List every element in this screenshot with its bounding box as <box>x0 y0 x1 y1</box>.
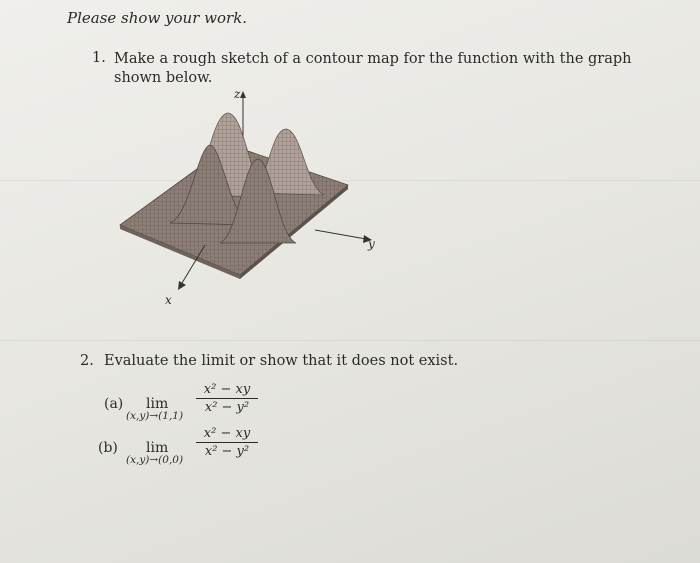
limit-operator: lim <box>146 440 169 456</box>
limit-fraction <box>196 426 258 459</box>
z-axis-label: z <box>234 87 241 101</box>
y-axis-label: y <box>368 237 375 251</box>
x-axis-label: x <box>165 293 172 307</box>
part-label: (a) <box>104 396 124 412</box>
problem-1-text: Make a rough sketch of a contour map for the function with the graph shown below. <box>114 51 632 86</box>
paper-fold <box>0 340 700 341</box>
limit-approach: (x,y)→(1,1) <box>126 410 184 422</box>
part-label: (b) <box>98 440 118 456</box>
problem-2-text: Evaluate the limit or show that it does not exist. <box>104 353 459 369</box>
problem-2-number: 2. <box>80 353 94 369</box>
fraction-denominator: x² − y² <box>204 400 250 415</box>
limit-approach: (x,y)→(0,0) <box>126 454 184 466</box>
surface-plot-figure <box>110 85 400 319</box>
fraction-numerator: x² − xy <box>196 382 258 399</box>
y-axis <box>315 230 366 239</box>
instructions-text: Please show your work. <box>67 9 248 27</box>
z-axis-arrow-icon <box>240 91 246 98</box>
limit-operator: lim <box>146 396 169 412</box>
fraction-denominator: x² − y² <box>204 444 250 459</box>
limit-fraction <box>196 382 258 415</box>
fraction-numerator: x² − xy <box>196 426 258 443</box>
surface-plot-icon <box>110 85 400 315</box>
problem-1-number: 1. <box>92 50 106 66</box>
